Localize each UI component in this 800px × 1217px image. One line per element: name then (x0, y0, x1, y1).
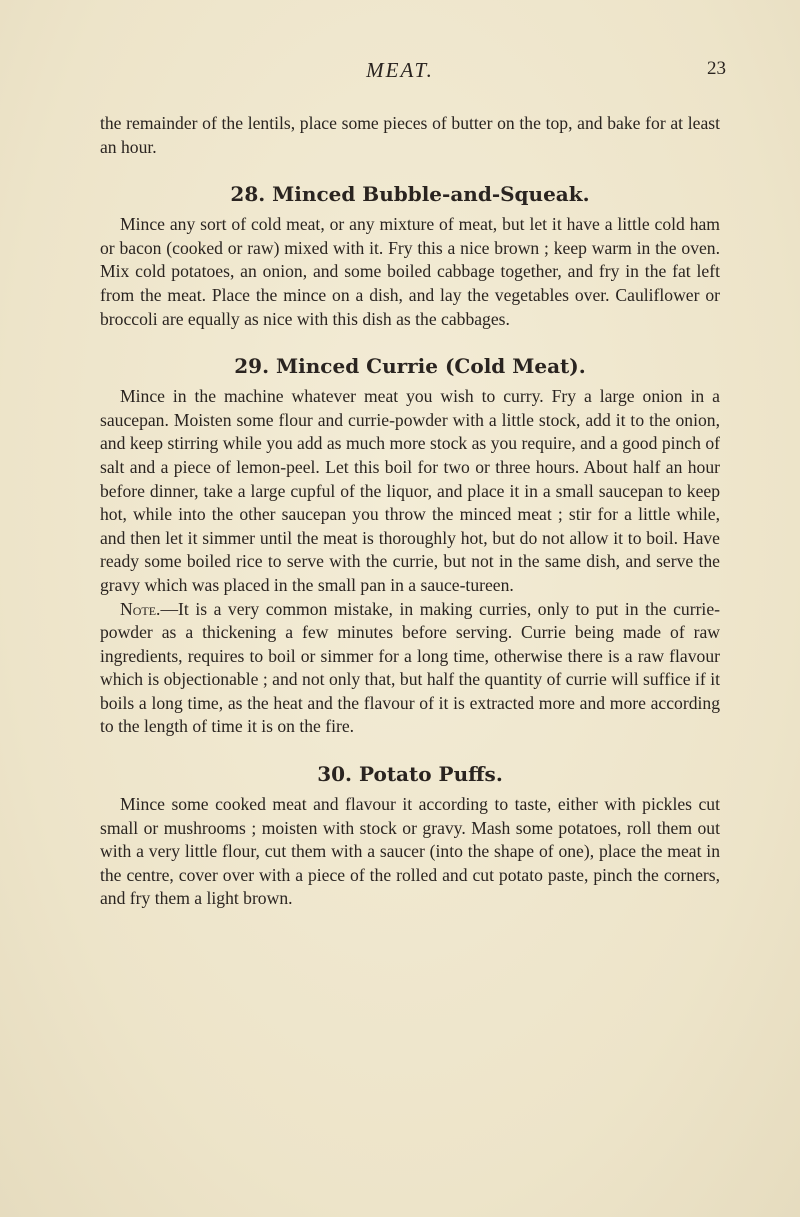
recipe-heading-30: 30. Potato Puffs. (317, 762, 503, 787)
recipe-body-28: Mince any sort of cold meat, or any mixture of meat, but let it have a little cold ham or bacon (cooked or raw) mixed with it. Fry this a nice brown ; keep warm in the oven. Mix cold potatoes, an onion, and some boiled cabbage together, and fry in the fat left from the meat. Place the mince on a dish, and lay the vegetables over. Cauliflower or broccoli are equally as nice with this dish as the cabbages. (100, 214, 720, 329)
recipe-body-29: Mince in the machine whatever meat you wish to curry. Fry a large onion in a saucepan. Moisten some flour and currie-powder with a little stock, add it to the onion, and keep stirring while you add as much more stock as you require, and a good pinch of salt and a piece of lemon-peel. Let this boil for two or three hours. About half an hour before dinner, take a large cupful of the liquor, and place it in a small saucepan to keep hot, while into the other saucepan you throw the minced meat ; stir for a little while, and then let it simmer until the meat is thoroughly hot, but do not allow it to boil. Have ready some boiled rice to serve with the currie, but not in the same dish, and serve the gravy which was placed in the small pan in a sauce-tureen. (100, 386, 720, 595)
recipe-body-30: Mince some cooked meat and flavour it according to taste, either with pickles cut small or mushrooms ; moisten with stock or gravy. Mash some potatoes, roll them out with a very little flour, cut them with a saucer (into the shape of one), place the meat in the centre, cover over with a piece of the rolled and cut potato paste, pinch the corners, and fry them a light brown. (100, 794, 720, 909)
running-head: MEAT. (366, 58, 434, 82)
page-content (100, 112, 720, 911)
recipe-note-29 (100, 598, 720, 740)
note-body: —It is a very common mistake, in making curries, only to put in the currie-powder as a thickening a few minutes before serving. Currie being made of raw ingredients, requires to boil or simmer for a long time, otherwise there is a raw flavour which is objectionable ; and not only that, but half the quantity of currie will suffice if it boils a long time, as the heat and the flavour of it is extracted more and more according to the length of time it is on the fire. (100, 598, 720, 737)
page-number: 23 (707, 58, 726, 79)
recipe-heading-28: 28. Minced Bubble-and-Squeak. (230, 182, 590, 207)
recipe-heading-29: 29. Minced Currie (Cold Meat). (234, 354, 586, 379)
intro-paragraph: the remainder of the lentils, place some pieces of butter on the top, and bake for at least an hour. (100, 113, 720, 157)
note-label: Note. (120, 598, 161, 619)
page-header (0, 58, 800, 88)
